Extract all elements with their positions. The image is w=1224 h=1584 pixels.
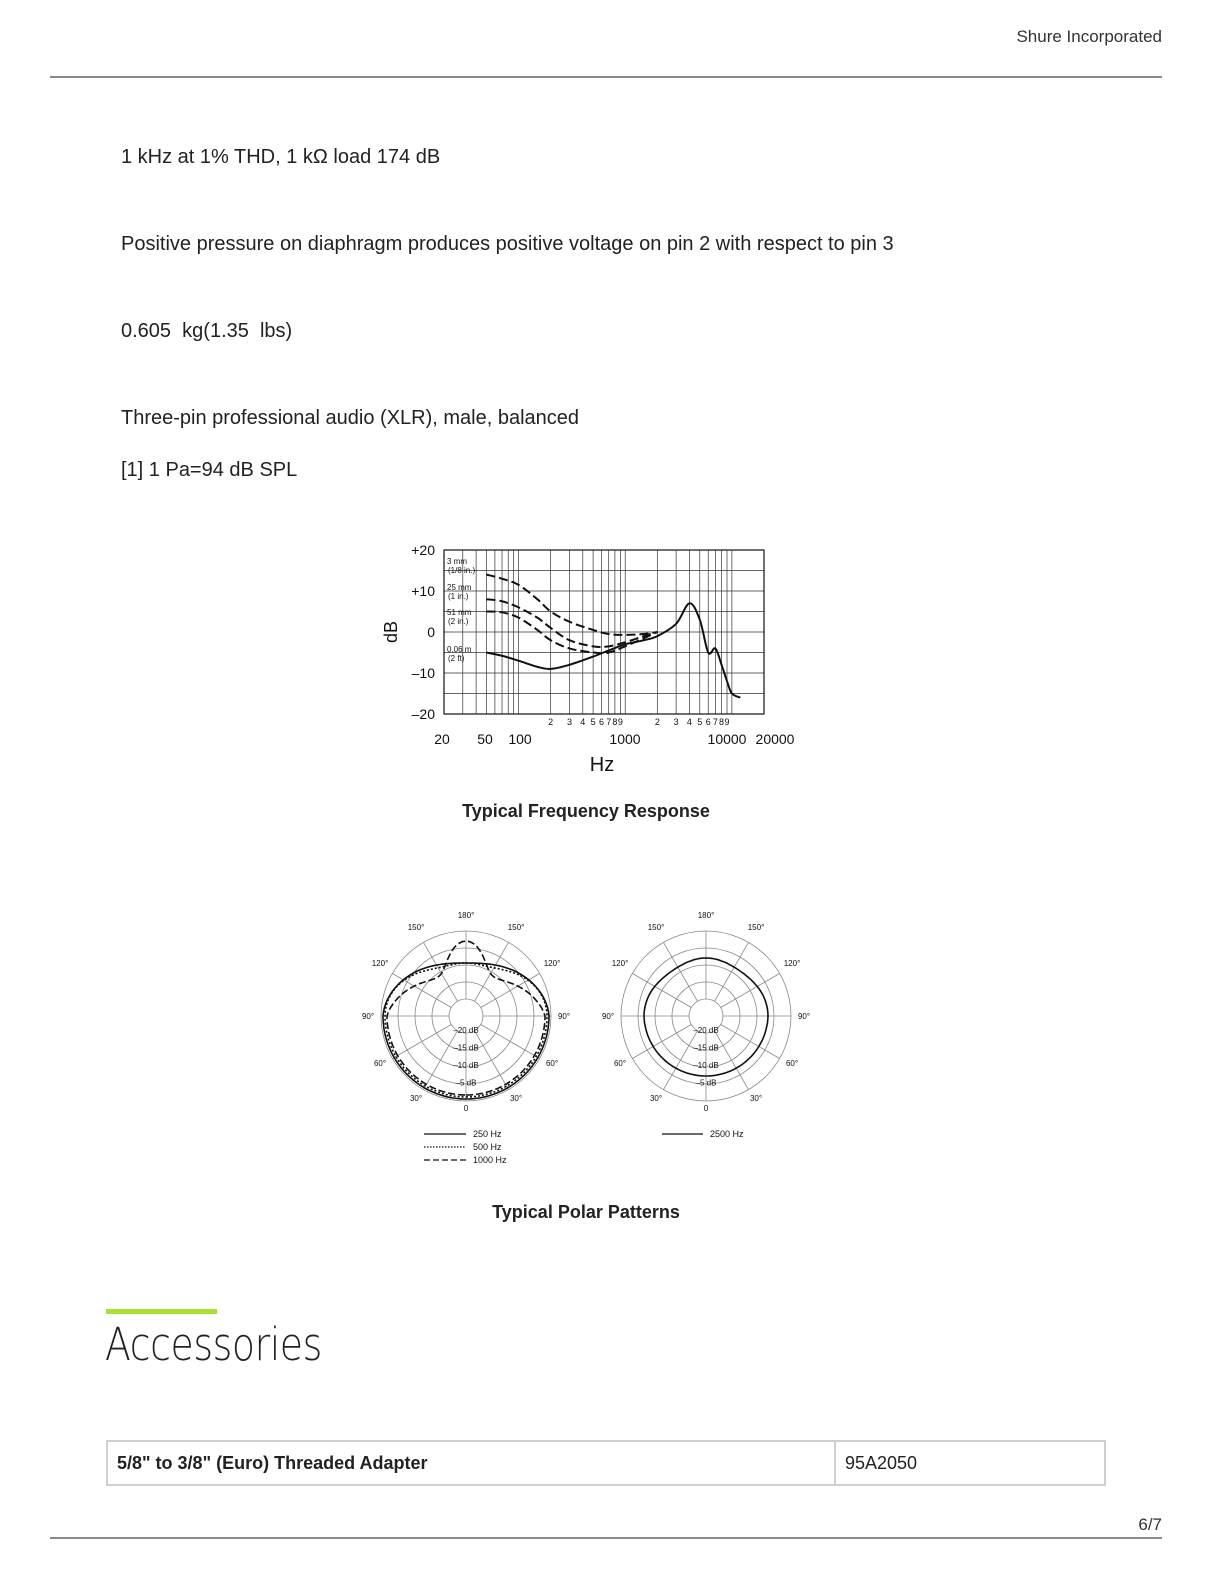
curve-label: (2 ft) <box>448 654 465 663</box>
y-tick-label: +20 <box>411 542 435 558</box>
polar-ring-label: –15 dB <box>453 1043 479 1053</box>
minor-tick-label: 6 <box>599 717 605 727</box>
curve-label: 51 mm <box>447 608 472 617</box>
spec-weight: 0.605 kg(1.35 lbs) <box>121 320 293 342</box>
polar-spoke <box>481 1025 540 1059</box>
polar-spoke <box>715 942 749 1001</box>
polar-angle-label: 30° <box>749 1094 763 1103</box>
header-company: Shure Incorporated <box>1016 27 1162 46</box>
minor-tick-label: 5 <box>590 717 596 727</box>
polar-spoke <box>632 1025 691 1059</box>
polar-angle-label: 90° <box>601 1012 615 1021</box>
minor-tick-label: 9 <box>617 717 623 727</box>
minor-tick-label: 5 <box>697 717 703 727</box>
polar-angle-label: 0 <box>703 1104 709 1113</box>
polar-angle-label: 60° <box>545 1059 559 1068</box>
polar-angle-label: 120° <box>611 959 629 968</box>
legend-label: 250 Hz <box>473 1129 502 1139</box>
polar-legend <box>424 1129 744 1165</box>
frequency-response-chart <box>360 535 820 785</box>
x-axis-label: Hz <box>589 754 615 776</box>
polar-ring-label: –5 dB <box>455 1078 477 1088</box>
polar-ring-label: –20 dB <box>693 1026 719 1035</box>
y-tick-label: +10 <box>411 583 435 599</box>
section-accent-bar <box>106 1309 217 1314</box>
minor-tick-label: 4 <box>580 717 586 727</box>
polar-angle-label: 90° <box>797 1012 811 1021</box>
legend-label: 2500 Hz <box>710 1129 744 1139</box>
polar-angle-label: 60° <box>613 1059 627 1068</box>
polar-caption: Typical Polar Patterns <box>492 1202 680 1222</box>
polar-left-plot <box>362 912 570 1113</box>
table-row <box>107 1441 1105 1485</box>
accessory-part-number: 95A2050 <box>835 1441 1105 1485</box>
y-tick-label: –20 <box>411 706 435 722</box>
polar-spoke <box>481 974 540 1008</box>
frequency-curves <box>486 575 740 698</box>
y-tick-label: –10 <box>411 665 435 681</box>
spec-footnote: [1] 1 Pa=94 dB SPL <box>121 459 298 481</box>
curve-label: 3 mm <box>447 557 467 566</box>
polar-angle-label: 30° <box>649 1094 663 1103</box>
minor-tick-label: 2 <box>548 717 554 727</box>
polar-right-plot <box>602 912 810 1113</box>
minor-tick-label: 4 <box>686 717 692 727</box>
polar-angle-label: 120° <box>543 959 561 968</box>
curve-label: 25 mm <box>447 583 472 592</box>
polar-angle-label: 150° <box>747 923 765 932</box>
polar-angle-label: 60° <box>373 1059 387 1068</box>
spec-max-spl: 1 kHz at 1% THD, 1 kΩ load 174 dB <box>121 146 441 168</box>
polar-angle-label: 120° <box>371 959 389 968</box>
polar-angle-label: 60° <box>785 1059 799 1068</box>
polar-spoke <box>715 1031 749 1090</box>
minor-tick-label: 3 <box>673 717 679 727</box>
polar-ring-label: –10 dB <box>453 1061 479 1070</box>
polar-angle-label: 120° <box>783 959 801 968</box>
polar-spoke <box>392 1025 451 1059</box>
page-number: 6/7 <box>1138 1515 1162 1534</box>
legend-label: 1000 Hz <box>473 1155 507 1165</box>
x-tick-label: 10000 <box>707 731 747 747</box>
minor-tick-label: 8 <box>612 717 618 727</box>
minor-tick-label: 3 <box>566 717 572 727</box>
polar-ring-label: –5 dB <box>695 1078 717 1088</box>
curve-label: (1 in.) <box>448 592 469 601</box>
curve-label: 0.06 m <box>447 645 472 654</box>
polar-angle-label: 90° <box>361 1012 375 1021</box>
minor-tick-label: 9 <box>724 717 730 727</box>
polar-angle-label: 30° <box>409 1094 423 1103</box>
y-tick-label: 0 <box>427 624 435 640</box>
minor-tick-label: 6 <box>705 717 711 727</box>
polar-angle-label: 30° <box>509 1094 523 1103</box>
spec-connector: Three-pin professional audio (XLR), male, balanced <box>121 407 580 429</box>
polar-angle-label: 0 <box>463 1104 469 1113</box>
polar-angle-label: 150° <box>647 923 665 932</box>
polar-ring-label: –15 dB <box>693 1043 719 1053</box>
x-tick-label: 50 <box>477 731 493 747</box>
accessories-table <box>106 1440 1106 1486</box>
polar-spoke <box>721 1025 780 1059</box>
x-tick-label: 20000 <box>755 731 795 747</box>
polar-spoke <box>475 1031 509 1090</box>
polar-spoke <box>664 942 698 1001</box>
accessory-name: 5/8" to 3/8" (Euro) Threaded Adapter <box>107 1441 835 1485</box>
legend-label: 500 Hz <box>473 1142 502 1152</box>
minor-tick-label: 7 <box>712 717 718 727</box>
frequency-caption: Typical Frequency Response <box>462 801 710 821</box>
polar-ring-label: –10 dB <box>693 1061 719 1070</box>
minor-tick-label: 7 <box>606 717 612 727</box>
polar-angle-label: 90° <box>557 1012 571 1021</box>
polar-spoke <box>392 974 451 1008</box>
footer-rule <box>50 1537 1162 1539</box>
minor-tick-label: 2 <box>654 717 660 727</box>
y-axis-label: dB <box>381 620 401 644</box>
x-tick-label: 20 <box>434 731 450 747</box>
spec-polarity: Positive pressure on diaphragm produces positive voltage on pin 2 with respect to pin 3 <box>121 233 894 255</box>
frequency-grid <box>444 550 764 714</box>
minor-tick-label: 8 <box>719 717 725 727</box>
curve-label: (1/8 in.) <box>448 566 476 575</box>
header-rule <box>50 76 1162 78</box>
x-tick-label: 1000 <box>609 731 641 747</box>
polar-angle-label: 180° <box>457 912 475 920</box>
section-title-accessories: Accessories <box>105 1318 322 1371</box>
x-tick-label: 100 <box>508 731 532 747</box>
polar-angle-label: 180° <box>697 912 715 920</box>
polar-angle-label: 150° <box>407 923 425 932</box>
curve-label: (2 in.) <box>448 617 469 626</box>
polar-ring-label: –20 dB <box>453 1026 479 1035</box>
polar-angle-label: 150° <box>507 923 525 932</box>
polar-patterns-figure <box>350 912 830 1174</box>
